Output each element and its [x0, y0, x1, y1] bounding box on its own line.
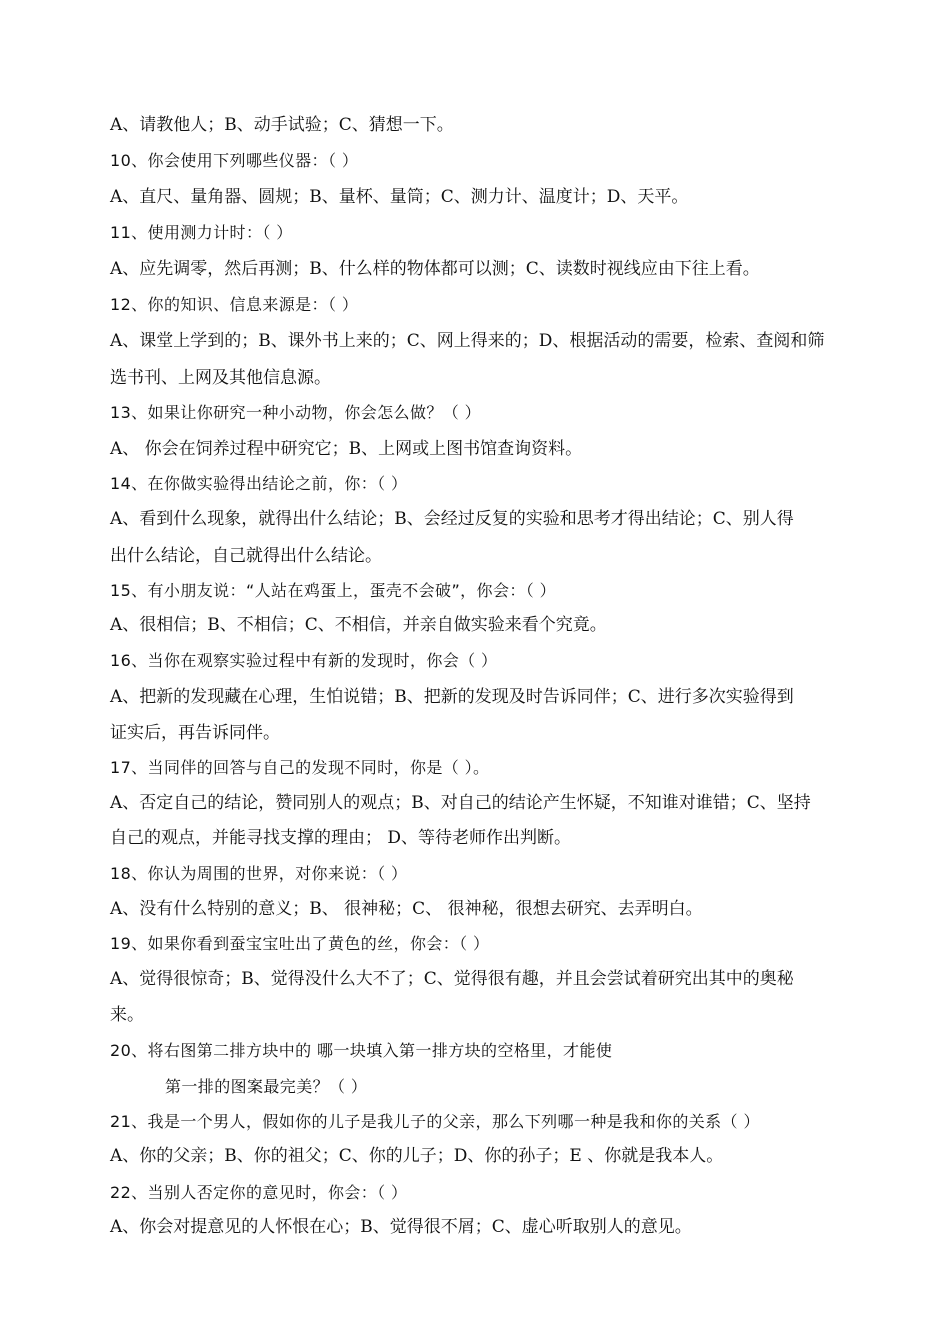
answer-options-17: A、否定自己的结论，赞同别人的观点；B、对自己的结论产生怀疑，不知谁对谁错；C、坚持	[110, 793, 811, 813]
question-11: 11、使用测力计时：（ ）	[110, 223, 293, 242]
question-10: 10、你会使用下列哪些仪器：（ ）	[110, 151, 359, 170]
answer-options-21: A、你的父亲；B、你的祖父；C、你的儿子；D、你的孙子；E 、你就是我本人。	[110, 1146, 724, 1166]
answer-options-9: A、请教他人；B、动手试验；C、猜想一下。	[110, 115, 454, 135]
question-20: 20、将右图第二排方块中的 哪一块填入第一排方块的空格里，才能使	[110, 1041, 613, 1060]
answer-options-18: A、没有什么特别的意义；B、 很神秘；C、 很神秘，很想去研究、去弄明白。	[110, 899, 703, 919]
question-16: 16、当你在观察实验过程中有新的发现时，你会（ ）	[110, 651, 498, 670]
answer-options-11: A、应先调零，然后再测；B、什么样的物体都可以测；C、读数时视线应由下往上看。	[110, 259, 760, 279]
answer-options-17-cont: 自己的观点，并能寻找支撑的理由； D、等待老师作出判断。	[110, 828, 572, 848]
answer-options-13: A、 你会在饲养过程中研究它；B、上网或上图书馆查询资料。	[110, 439, 583, 459]
answer-options-12: A、课堂上学到的；B、课外书上来的；C、网上得来的；D、根据活动的需要，检索、查阅和筛	[110, 331, 825, 351]
question-14: 14、在你做实验得出结论之前，你：（ ）	[110, 474, 408, 493]
question-18: 18、你认为周围的世界，对你来说：（ ）	[110, 864, 408, 883]
answer-options-14: A、看到什么现象，就得出什么结论；B、会经过反复的实验和思考才得出结论；C、别人得	[110, 509, 794, 529]
answer-options-14-cont: 出什么结论，自己就得出什么结论。	[110, 546, 382, 566]
answer-options-15: A、很相信；B、不相信；C、不相信，并亲自做实验来看个究竟。	[110, 615, 607, 635]
question-15: 15、有小朋友说：“人站在鸡蛋上，蛋壳不会破”，你会：（ ）	[110, 581, 557, 600]
answer-options-10: A、直尺、量角器、圆规；B、量杯、量筒；C、测力计、温度计；D、天平。	[110, 187, 689, 207]
answer-options-19-cont: 来。	[110, 1005, 144, 1025]
question-21: 21、我是一个男人，假如你的儿子是我儿子的父亲，那么下列哪一种是我和你的关系（ ）	[110, 1112, 760, 1131]
question-17: 17、当同伴的回答与自己的发现不同时，你是（ ）。	[110, 758, 490, 777]
question-19: 19、如果你看到蚕宝宝吐出了黄色的丝，你会：（ ）	[110, 934, 490, 953]
answer-options-19: A、觉得很惊奇；B、觉得没什么大不了；C、觉得很有趣，并且会尝试着研究出其中的奥秘	[110, 969, 794, 989]
question-22: 22、当别人否定你的意见时，你会：（ ）	[110, 1183, 408, 1202]
question-20-cont: 第一排的图案最完美？（ ）	[165, 1077, 368, 1096]
question-12: 12、你的知识、信息来源是：（ ）	[110, 295, 359, 314]
answer-options-16: A、把新的发现藏在心理，生怕说错；B、把新的发现及时告诉同伴；C、进行多次实验得到	[110, 687, 794, 707]
answer-options-12-cont: 选书刊、上网及其他信息源。	[110, 368, 331, 388]
answer-options-22: A、你会对提意见的人怀恨在心；B、觉得很不屑；C、虚心听取别人的意见。	[110, 1217, 692, 1237]
question-13: 13、如果让你研究一种小动物，你会怎么做？（ ）	[110, 403, 482, 422]
answer-options-16-cont: 证实后，再告诉同伴。	[110, 723, 280, 743]
